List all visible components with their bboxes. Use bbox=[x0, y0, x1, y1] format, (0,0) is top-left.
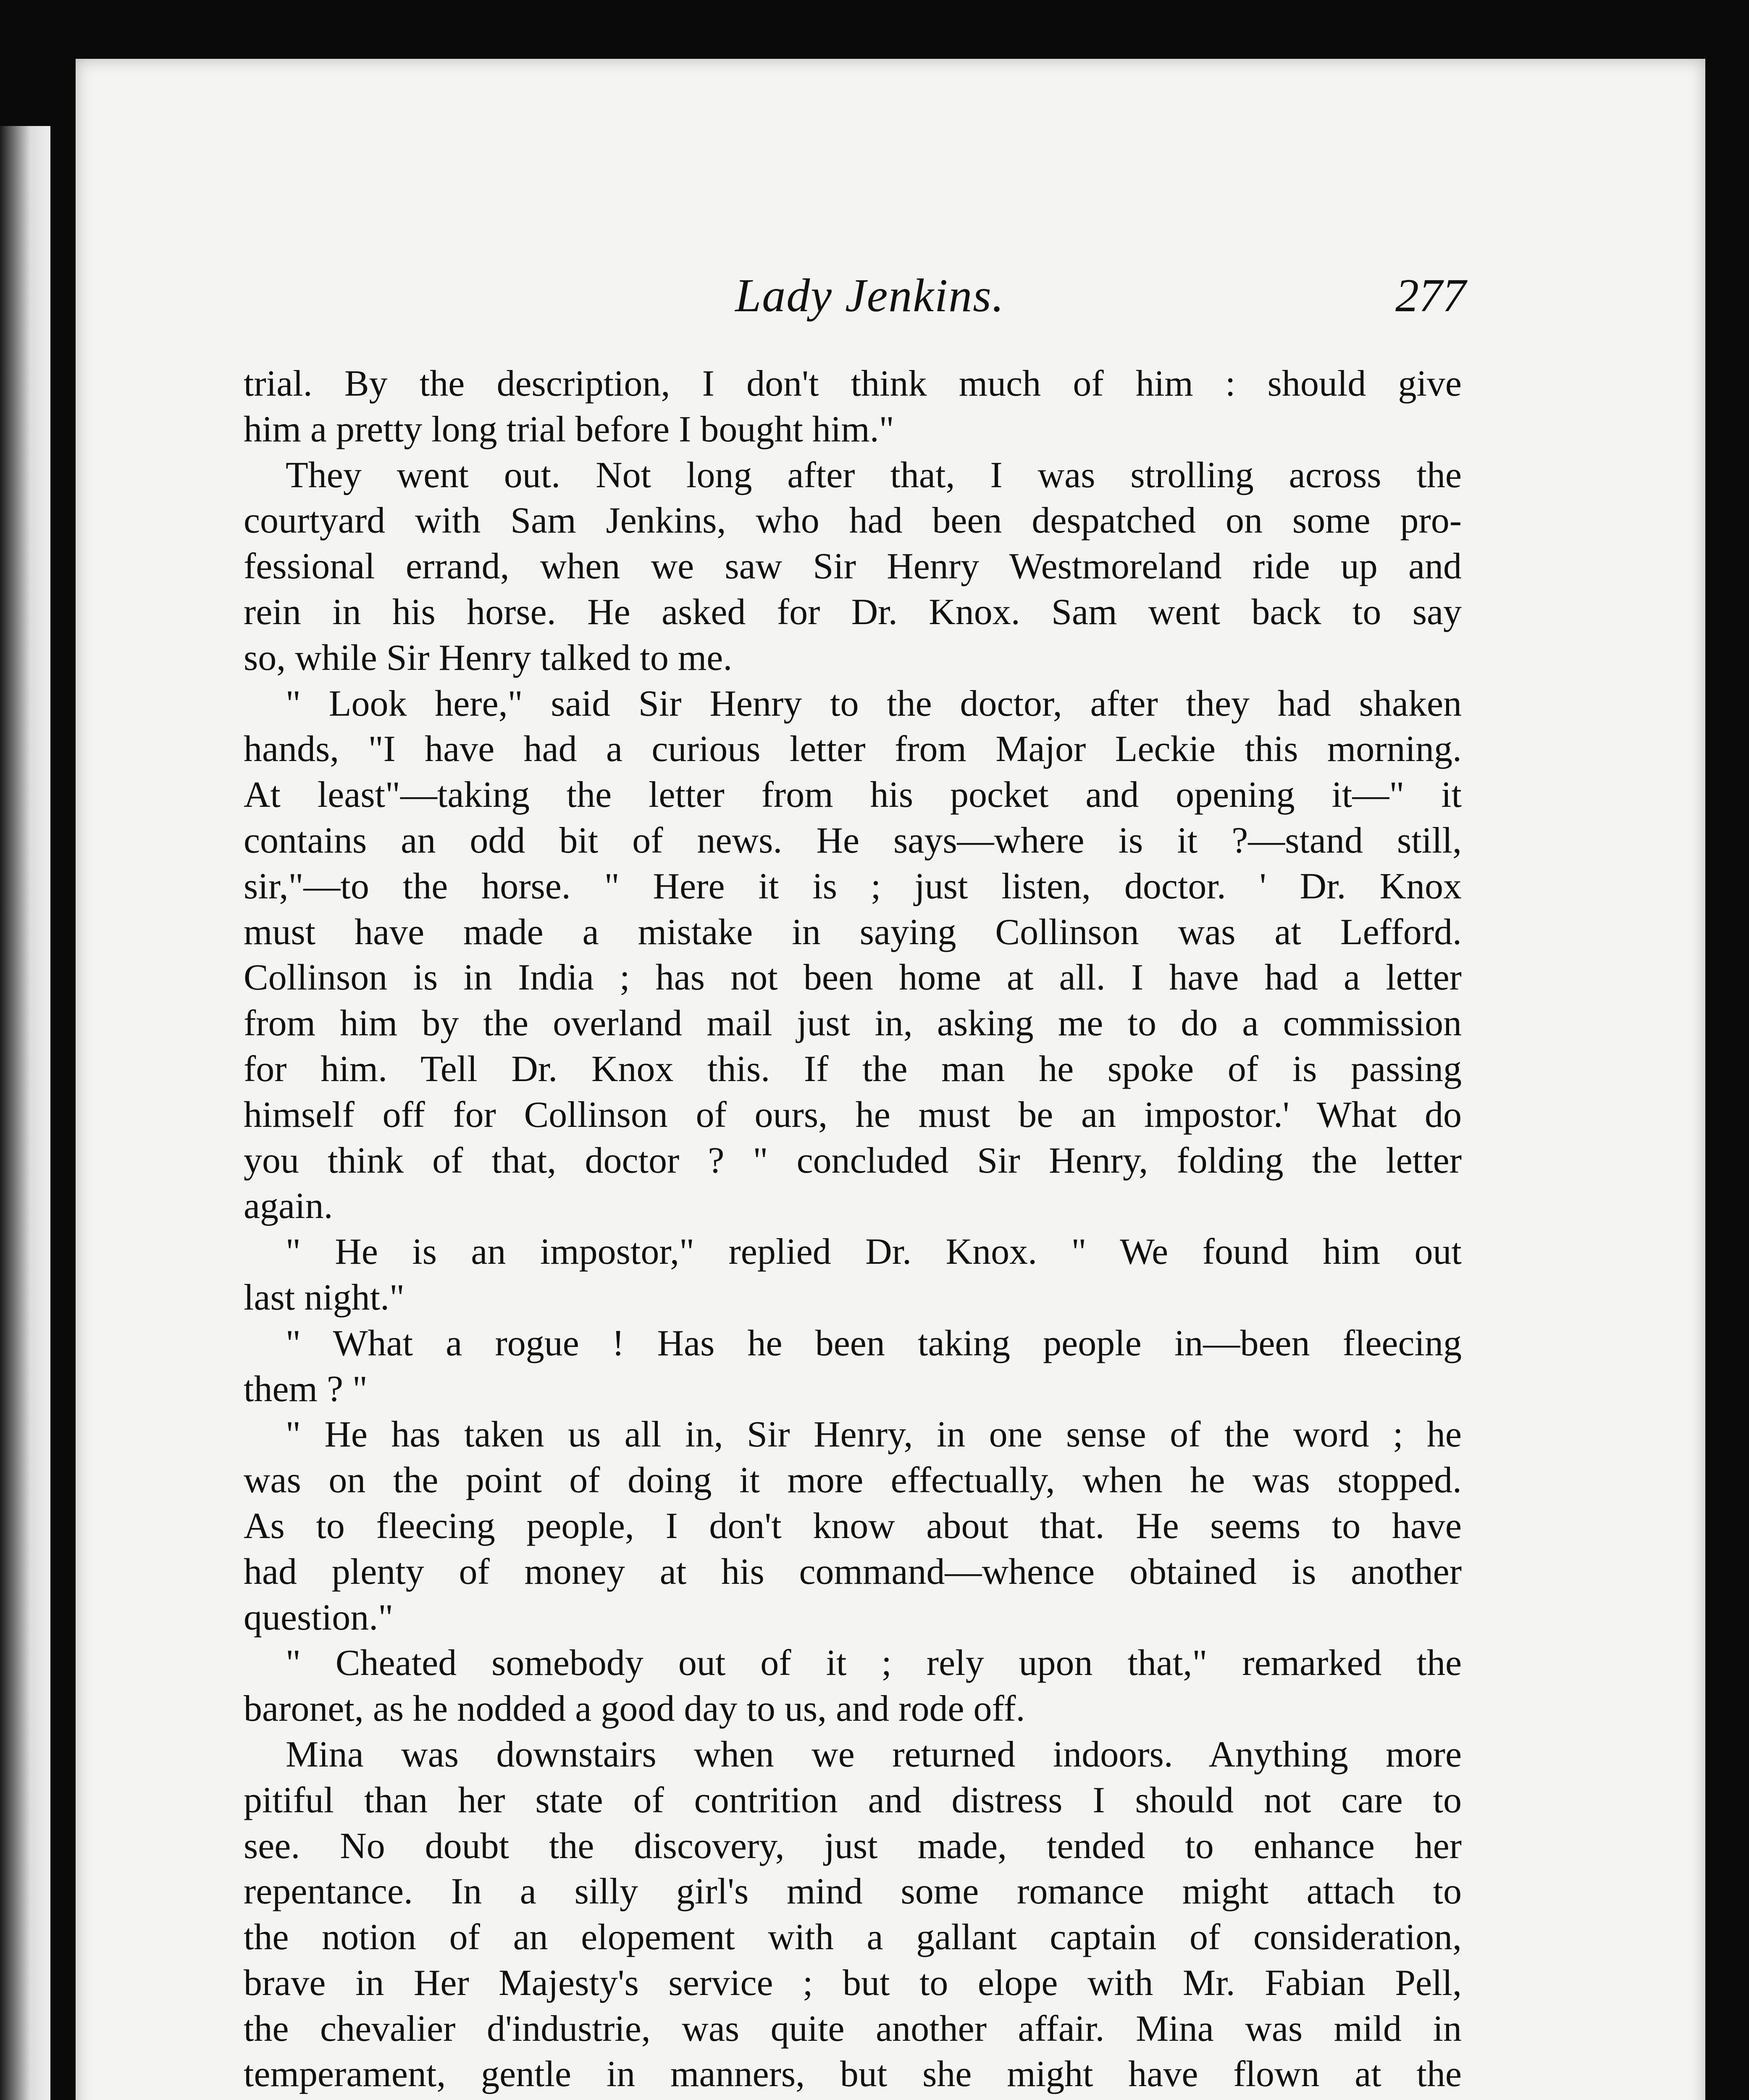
text-line: temperament, gentle in manners, but she might have flown at the bbox=[244, 2054, 1462, 2095]
text-line: him a pretty long trial before I bought him." bbox=[244, 409, 894, 450]
running-title: Lady Jenkins. bbox=[735, 270, 1005, 322]
adjacent-page-edge bbox=[0, 126, 50, 2100]
text-line: Mina was downstairs when we returned indoors. Anything more bbox=[286, 1734, 1462, 1775]
text-line: himself off for Collinson of ours, he must be an impostor.' What do bbox=[244, 1094, 1462, 1135]
text-line: the notion of an elopement with a gallant captain of consideration, bbox=[244, 1917, 1462, 1958]
body-text bbox=[244, 361, 1462, 2100]
text-line: Collinson is in India ; has not been home at all. I have had a letter bbox=[244, 957, 1462, 998]
text-line: for him. Tell Dr. Knox this. If the man he spoke of is passing bbox=[244, 1048, 1462, 1089]
text-line: must have made a mistake in saying Collinson was at Lefford. bbox=[244, 911, 1462, 953]
text-line: " He has taken us all in, Sir Henry, in one sense of the word ; he bbox=[286, 1414, 1462, 1455]
text-line: " What a rogue ! Has he been taking people in—been fleecing bbox=[286, 1323, 1462, 1364]
text-line: them ? " bbox=[244, 1368, 368, 1410]
page-number: 277 bbox=[1395, 270, 1466, 322]
text-line: the chevalier d'industrie, was quite another affair. Mina was mild in bbox=[244, 2008, 1462, 2049]
text-line: fessional errand, when we saw Sir Henry Westmoreland ride up and bbox=[244, 546, 1462, 587]
text-line: trial. By the description, I don't think much of him : should give bbox=[244, 363, 1462, 404]
text-line: see. No doubt the discovery, just made, tended to enhance her bbox=[244, 1825, 1462, 1866]
text-line: courtyard with Sam Jenkins, who had been despatched on some pro- bbox=[244, 500, 1462, 541]
text-line: pitiful than her state of contrition and distress I should not care to bbox=[244, 1780, 1462, 1821]
text-line: sir,"—to the horse. " Here it is ; just listen, doctor. ' Dr. Knox bbox=[244, 866, 1462, 907]
text-line: hands, "I have had a curious letter from Major Leckie this morning. bbox=[244, 729, 1462, 770]
text-line: last night." bbox=[244, 1277, 405, 1318]
text-line: from him by the overland mail just in, asking me to do a commission bbox=[244, 1003, 1462, 1044]
text-line: had plenty of money at his command—whence obtained is another bbox=[244, 1551, 1462, 1592]
page-header bbox=[164, 269, 1466, 344]
text-line: contains an odd bit of news. He says—where is it ?—stand still, bbox=[244, 820, 1462, 861]
text-line: repentance. In a silly girl's mind some romance might attach to bbox=[244, 1871, 1462, 1912]
text-line: " Cheated somebody out of it ; rely upon that," remarked the bbox=[286, 1643, 1462, 1684]
text-line: " He is an impostor," replied Dr. Knox. " We found him out bbox=[286, 1231, 1462, 1273]
text-line: so, while Sir Henry talked to me. bbox=[244, 637, 733, 678]
text-line: again. bbox=[244, 1186, 333, 1227]
text-line: At least"—taking the letter from his pocket and opening it—" it bbox=[244, 774, 1462, 816]
text-line: was on the point of doing it more effectually, when he was stopped. bbox=[244, 1460, 1462, 1501]
text-line: " Look here," said Sir Henry to the doctor, after they had shaken bbox=[286, 683, 1462, 724]
text-line bbox=[244, 2097, 1462, 2100]
text-line: brave in Her Majesty's service ; but to elope with Mr. Fabian Pell, bbox=[244, 1962, 1462, 2003]
text-line: They went out. Not long after that, I was strolling across the bbox=[286, 454, 1462, 496]
text-line: baronet, as he nodded a good day to us, and rode off. bbox=[244, 1688, 1025, 1730]
text-line: rein in his horse. He asked for Dr. Knox. Sam went back to say bbox=[244, 591, 1462, 633]
text-line: As to fleecing people, I don't know about that. He seems to have bbox=[244, 1505, 1462, 1546]
text-line: you think of that, doctor ? " concluded Sir Henry, folding the letter bbox=[244, 1140, 1462, 1181]
text-line: question." bbox=[244, 1597, 394, 1638]
